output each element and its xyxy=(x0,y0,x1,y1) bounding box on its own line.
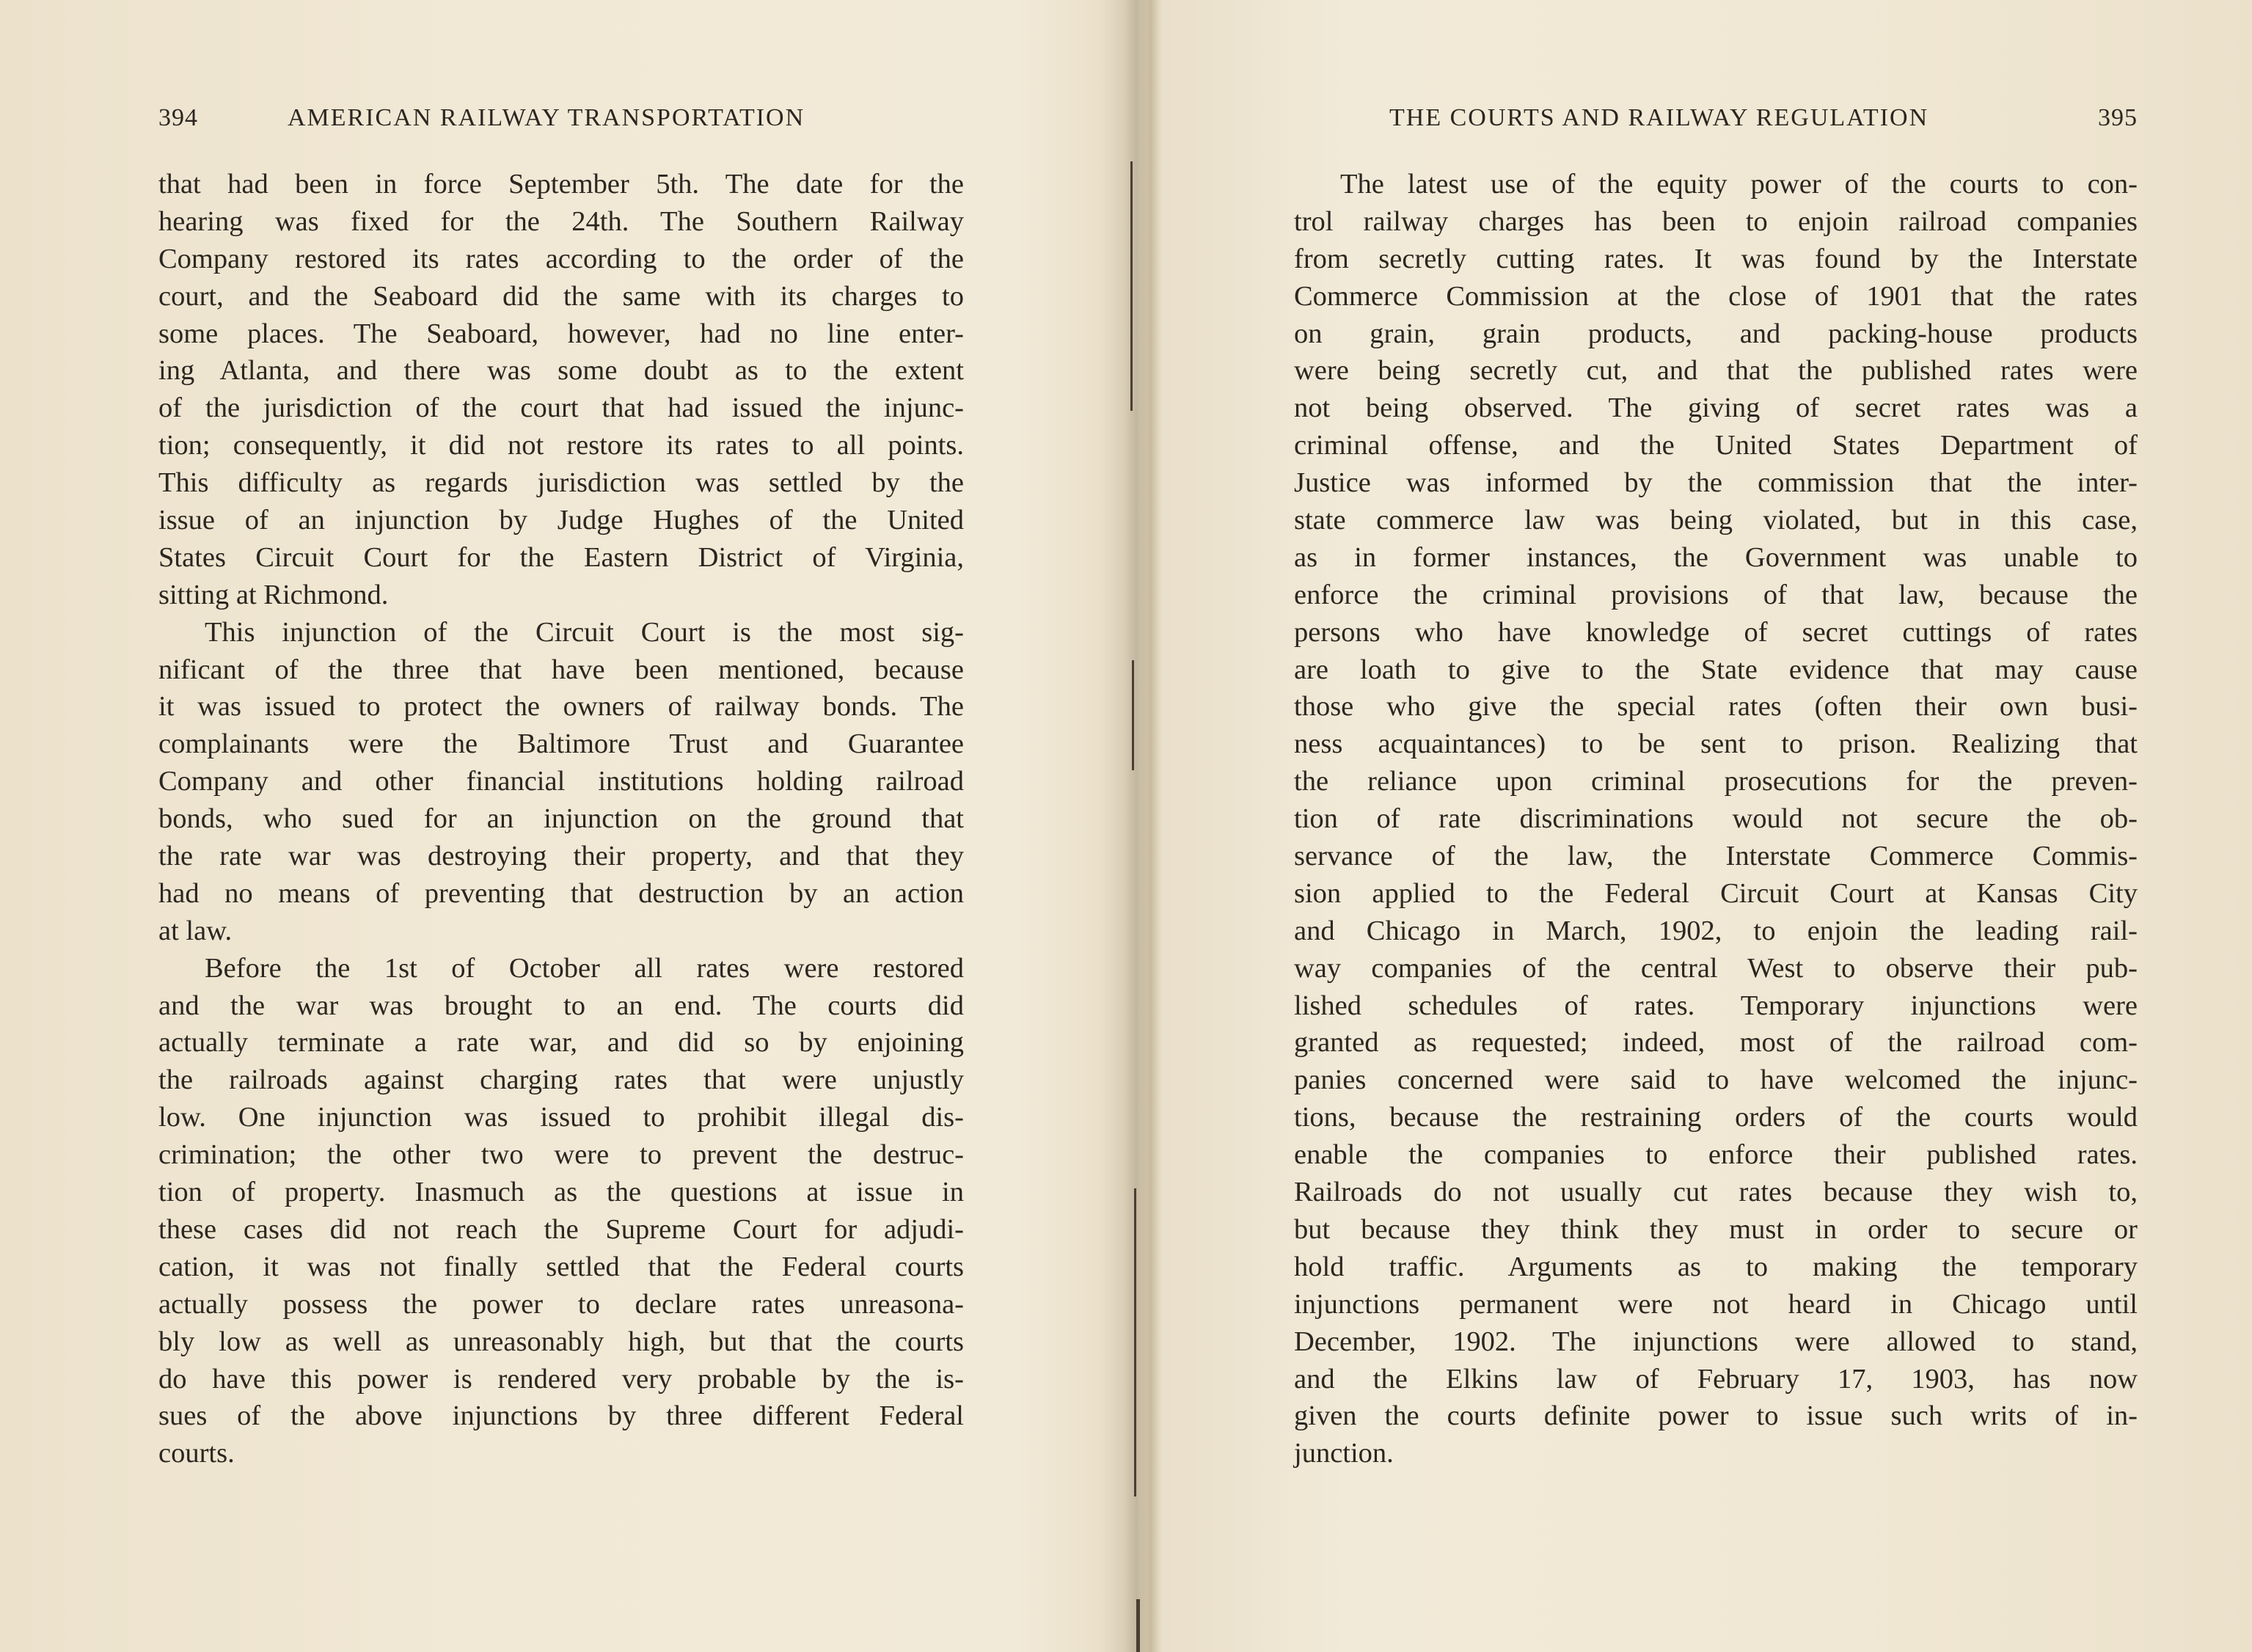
text-line: nificant of the three that have been mentioned, because xyxy=(158,654,964,685)
text-line: court, and the Seaboard did the same with its charges to xyxy=(158,280,964,312)
text-line: actually terminate a rate war, and did so by enjoining xyxy=(158,1027,964,1059)
text-line: tion; consequently, it did not restore its rates to all points. xyxy=(158,430,964,461)
running-head: THE COURTS AND RAILWAY REGULATION xyxy=(1389,104,1929,131)
text-line: bly low as well as unreasonably high, but that the courts xyxy=(158,1326,964,1357)
text-line: were being secretly cut, and that the published rates were xyxy=(1294,355,2138,387)
right-page-body xyxy=(1294,166,2138,1472)
text-line: hold traffic. Arguments as to making the temporary xyxy=(1294,1251,2138,1282)
text-line: injunctions permanent were not heard in Chicago until xyxy=(1294,1288,2138,1320)
text-line: panies concerned were said to have welcomed the injunc- xyxy=(1294,1064,2138,1096)
text-line: This injunction of the Circuit Court is the most sig- xyxy=(205,616,964,648)
text-line: sion applied to the Federal Circuit Court at Kansas City xyxy=(1294,877,2138,909)
text-line: trol railway charges has been to enjoin railroad companies xyxy=(1294,205,2138,237)
text-line: not being observed. The giving of secret rates was a xyxy=(1294,392,2138,424)
text-line: given the courts definite power to issue such writs of in- xyxy=(1294,1400,2138,1432)
text-line: December, 1902. The injunctions were allowed to stand, xyxy=(1294,1326,2138,1357)
text-line: it was issued to protect the owners of railway bonds. The xyxy=(158,691,964,723)
text-line: hearing was fixed for the 24th. The Southern Railway xyxy=(158,205,964,237)
text-line: States Circuit Court for the Eastern District of Virginia, xyxy=(158,541,964,573)
text-line: cation, it was not finally settled that the Federal courts xyxy=(158,1251,964,1282)
text-line: persons who have knowledge of secret cuttings of rates xyxy=(1294,616,2138,648)
text-line: servance of the law, the Interstate Commerce Commis- xyxy=(1294,841,2138,872)
text-line: granted as requested; indeed, most of the railroad com- xyxy=(1294,1027,2138,1059)
text-line: tion of property. Inasmuch as the questions at issue in xyxy=(158,1177,964,1208)
text-line: enforce the criminal provisions of that law, because the xyxy=(1294,579,2138,610)
text-line: of the jurisdiction of the court that had issued the injunc- xyxy=(158,392,964,424)
text-line: complainants were the Baltimore Trust and Guarantee xyxy=(158,728,964,760)
text-line: criminal offense, and the United States Department of xyxy=(1294,430,2138,461)
left-page-body xyxy=(158,166,964,1472)
text-line: at law. xyxy=(158,915,233,946)
text-line: way companies of the central West to observe their pub- xyxy=(1294,952,2138,984)
text-line: those who give the special rates (often their own busi- xyxy=(1294,691,2138,723)
text-line: state commerce law was being violated, but in this case, xyxy=(1294,505,2138,536)
text-line: bonds, who sued for an injunction on the ground that xyxy=(158,803,964,835)
page-number: 394 xyxy=(158,104,198,131)
gutter-binding-mark xyxy=(1134,1188,1136,1496)
text-line: sues of the above injunctions by three different Federal xyxy=(158,1400,964,1432)
text-line: courts. xyxy=(158,1438,235,1469)
right-page xyxy=(1144,0,2252,1652)
text-line: low. One injunction was issued to prohibit illegal dis- xyxy=(158,1102,964,1133)
text-line: tion of rate discriminations would not secure the ob- xyxy=(1294,803,2138,835)
text-line: Before the 1st of October all rates were restored xyxy=(205,952,964,984)
text-line: and the Elkins law of February 17, 1903, has now xyxy=(1294,1363,2138,1395)
gutter-binding-mark xyxy=(1132,660,1134,770)
gutter-binding-mark xyxy=(1136,1599,1140,1652)
text-line: Company restored its rates according to the order of the xyxy=(158,243,964,274)
text-line: but because they think they must in order to secure or xyxy=(1294,1213,2138,1245)
running-head: AMERICAN RAILWAY TRANSPORTATION xyxy=(288,104,805,131)
text-line: ness acquaintances) to be sent to prison. Realizing that xyxy=(1294,728,2138,760)
text-line: sitting at Richmond. xyxy=(158,579,389,610)
text-line: as in former instances, the Government was unable to xyxy=(1294,541,2138,573)
text-line: Company and other financial institutions holding railroad xyxy=(158,766,964,797)
text-line: the reliance upon criminal prosecutions for the preven- xyxy=(1294,766,2138,797)
page-number: 395 xyxy=(2098,104,2138,131)
text-line: some places. The Seaboard, however, had no line enter- xyxy=(158,318,964,349)
text-line: do have this power is rendered very probable by the is- xyxy=(158,1363,964,1395)
text-line: tions, because the restraining orders of the courts would xyxy=(1294,1102,2138,1133)
text-line: had no means of preventing that destruction by an action xyxy=(158,877,964,909)
text-line: ing Atlanta, and there was some doubt as to the extent xyxy=(158,355,964,387)
gutter-binding-mark xyxy=(1130,161,1133,411)
text-line: Commerce Commission at the close of 1901 that the rates xyxy=(1294,280,2138,312)
text-line: and the war was brought to an end. The courts did xyxy=(158,990,964,1021)
text-line: that had been in force September 5th. The date for the xyxy=(158,169,964,200)
left-page-header xyxy=(158,104,964,132)
text-line: actually possess the power to declare rates unreasona- xyxy=(158,1288,964,1320)
text-line: are loath to give to the State evidence that may cause xyxy=(1294,654,2138,685)
text-line: on grain, grain products, and packing-house products xyxy=(1294,318,2138,349)
text-line: the rate war was destroying their property, and that they xyxy=(158,841,964,872)
text-line: crimination; the other two were to prevent the destruc- xyxy=(158,1139,964,1171)
text-line: enable the companies to enforce their published rates. xyxy=(1294,1139,2138,1171)
text-line: This difficulty as regards jurisdiction was settled by the xyxy=(158,467,964,499)
text-line: from secretly cutting rates. It was found by the Interstate xyxy=(1294,243,2138,274)
text-line: Justice was informed by the commission that the inter- xyxy=(1294,467,2138,499)
text-line: Railroads do not usually cut rates because they wish to, xyxy=(1294,1177,2138,1208)
text-line: and Chicago in March, 1902, to enjoin the leading rail- xyxy=(1294,915,2138,946)
text-line: The latest use of the equity power of the courts to con- xyxy=(1340,169,2138,200)
text-line: the railroads against charging rates that were unjustly xyxy=(158,1064,964,1096)
text-line: issue of an injunction by Judge Hughes of the United xyxy=(158,505,964,536)
text-line: these cases did not reach the Supreme Court for adjudi- xyxy=(158,1213,964,1245)
text-line: lished schedules of rates. Temporary injunctions were xyxy=(1294,990,2138,1021)
text-line: junction. xyxy=(1294,1438,1394,1469)
